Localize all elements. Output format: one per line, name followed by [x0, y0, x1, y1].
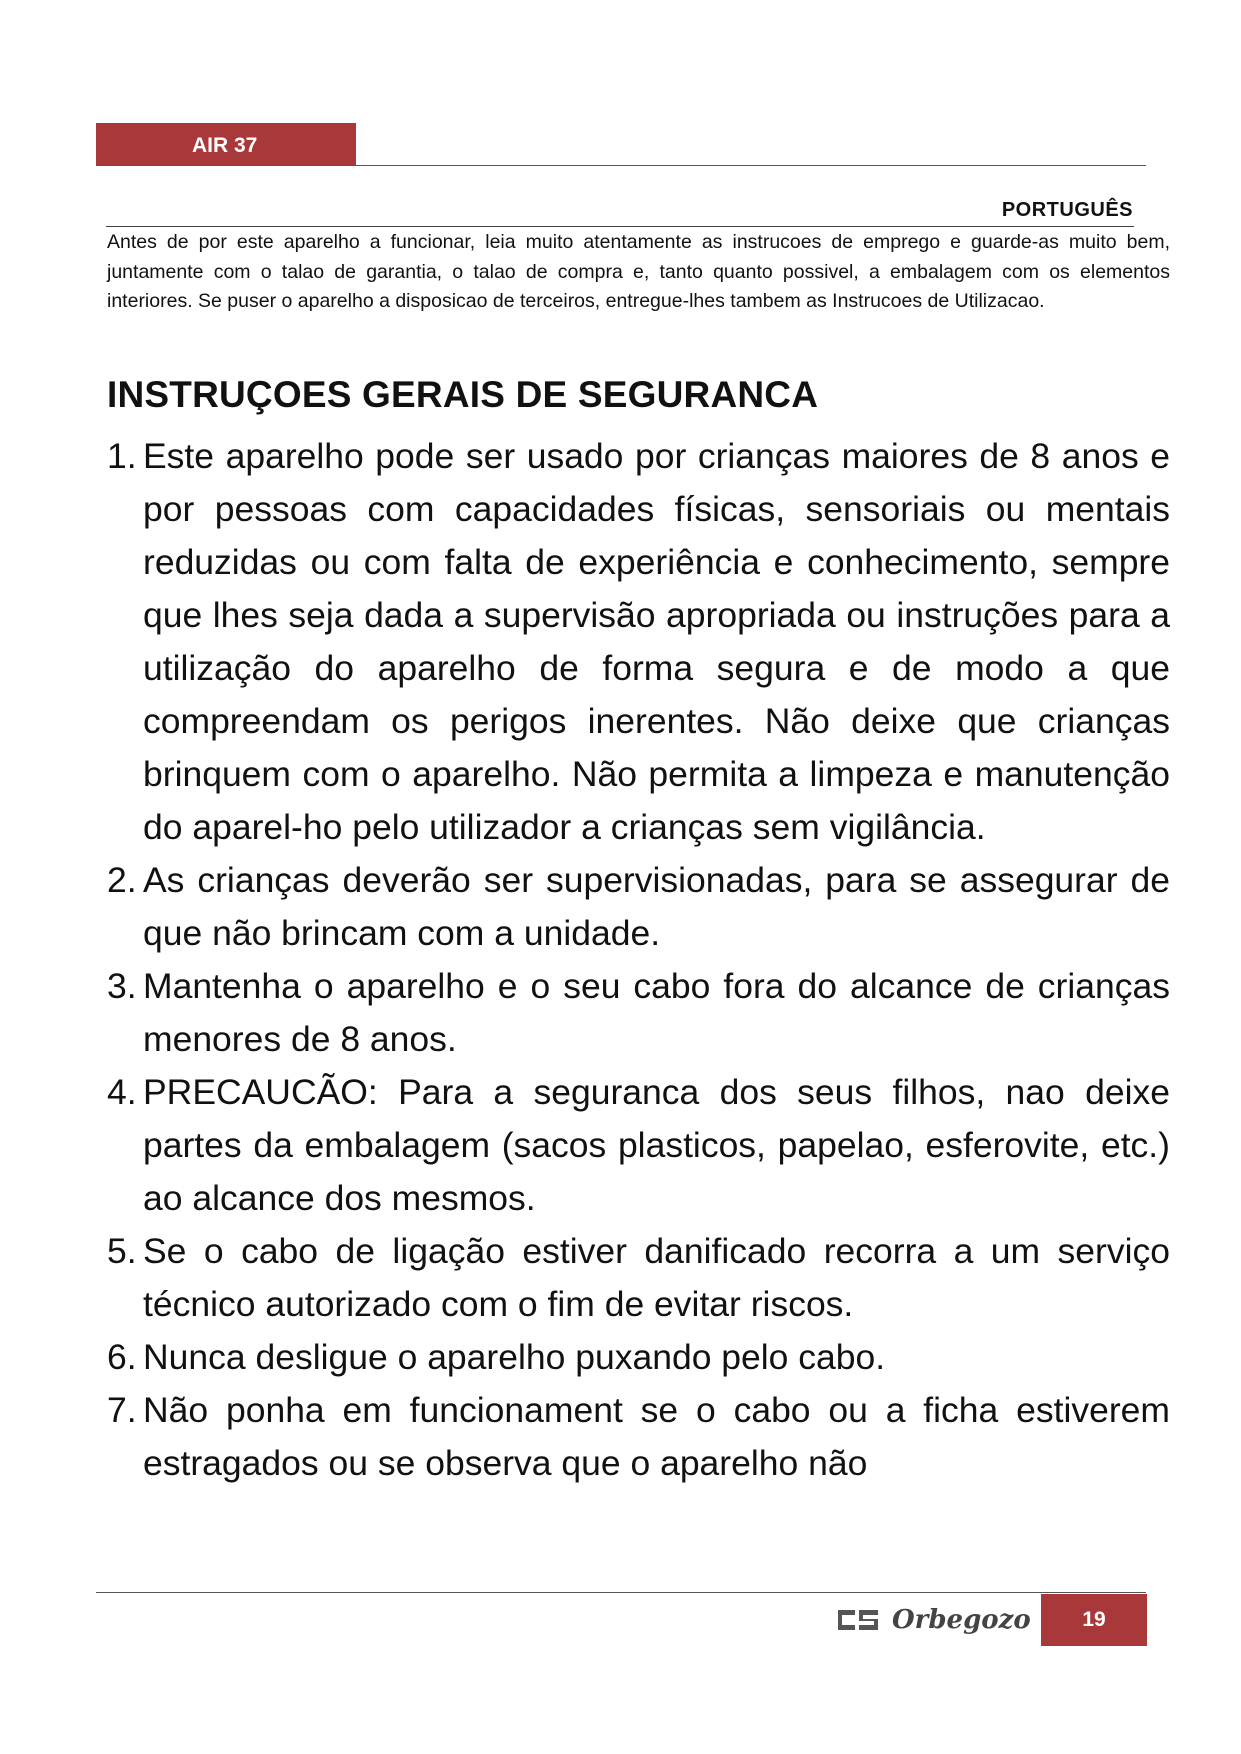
brand-name: Orbegozo	[892, 1605, 1031, 1635]
item-text: Nunca desligue o aparelho puxando pelo cabo.	[143, 1337, 886, 1377]
item-number: 2.	[107, 860, 137, 900]
item-number: 5.	[107, 1231, 137, 1271]
item-number: 1.	[107, 436, 137, 476]
instruction-item	[107, 1331, 1170, 1384]
item-number: 7.	[107, 1390, 137, 1430]
item-text: Se o cabo de ligação estiver danificado recorra a um serviço técnico autorizado com o fim de evitar riscos.	[143, 1231, 1170, 1324]
item-text: As crianças deverão ser supervisionadas, para se assegurar de que não brincam com a unidade.	[143, 860, 1170, 953]
item-number: 4.	[107, 1072, 137, 1112]
instruction-item	[107, 1384, 1170, 1490]
section-title: INSTRUÇOES GERAIS DE SEGURANCA	[107, 374, 819, 415]
footer-divider	[96, 1592, 1146, 1593]
instruction-item	[107, 1225, 1170, 1331]
language-divider	[106, 226, 1134, 227]
item-text: Não ponha em funcionament se o cabo ou a ficha estiverem estragados ou se observa que o aparelho não	[143, 1390, 1170, 1483]
instruction-item	[107, 430, 1170, 854]
header-model-tab	[96, 123, 356, 166]
brand-logo	[838, 1600, 1031, 1640]
instruction-item	[107, 854, 1170, 960]
brand-logo-icon	[838, 1610, 878, 1630]
item-number: 6.	[107, 1337, 137, 1377]
item-text: Este aparelho pode ser usado por crianças maiores de 8 anos e por pessoas com capacidades físicas, sensoriais ou mentais reduzidas ou com falta de experiência e conhecimento, sempre que lhes seja dada a supervisão apropriada ou instruções para a utilização do aparelho de forma segura e de modo a que compreendam os perigos inerentes. Não deixe que crianças brinquem com o aparelho. Não permita a limpeza e manutenção do aparel-ho pelo utilizador a crianças sem vigilância.	[143, 436, 1170, 847]
safety-instructions-list	[107, 430, 1170, 1490]
item-text: PRECAUCÃO: Para a seguranca dos seus filhos, nao deixe partes da embalagem (sacos plasticos, papelao, esferovite, etc.) ao alcance dos mesmos.	[143, 1072, 1170, 1218]
item-number: 3.	[107, 966, 137, 1006]
item-text: Mantenha o aparelho e o seu cabo fora do alcance de crianças menores de 8 anos.	[143, 966, 1170, 1059]
page-number: 19	[1041, 1594, 1147, 1646]
instruction-item	[107, 1066, 1170, 1225]
language-label: PORTUGUÊS	[1001, 199, 1133, 221]
model-label: AIR 37	[192, 134, 258, 157]
intro-paragraph: Antes de por este aparelho a funcionar, leia muito atentamente as instrucoes de emprego e guarde-as muito bem, juntamente com o talao de garantia, o talao de compra e, tanto quanto possivel, a embalagem com os elementos interiores. Se puser o aparelho a disposicao de terceiros, entregue-lhes tambem as Instrucoes de Utilizacao.	[107, 231, 1170, 312]
header-divider	[96, 165, 1146, 166]
instruction-item	[107, 960, 1170, 1066]
